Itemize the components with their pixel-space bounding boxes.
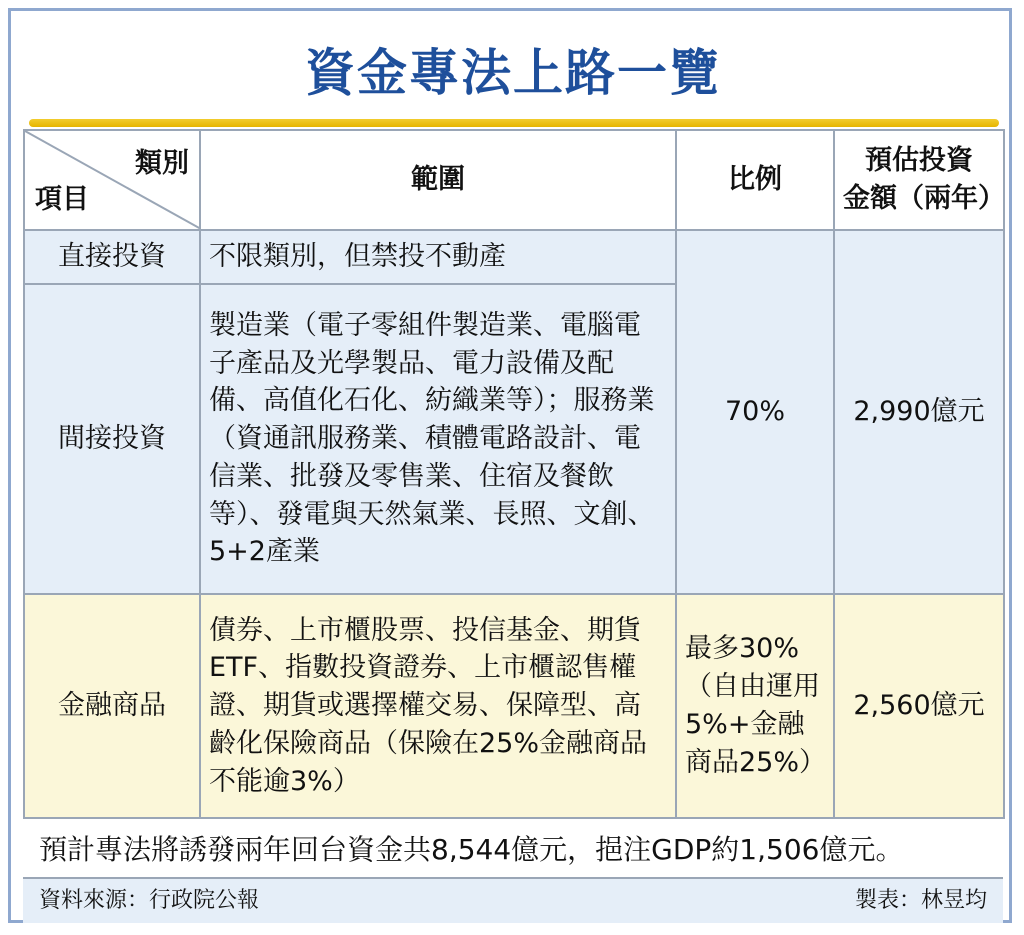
table-row <box>24 594 1004 818</box>
shared-amount-cell: 2,990億元 <box>834 230 1004 594</box>
shared-ratio-cell: 70% <box>676 230 834 594</box>
header-amount-line2: 金額（兩年） <box>843 183 1005 214</box>
page-title: 資金專法上路一覽 <box>305 44 721 102</box>
infographic-frame <box>8 8 1012 923</box>
header-amount-line1: 預估投資 <box>865 145 973 177</box>
row-scope-financial: 債券、上市櫃股票、投信基金、期貨ETF、指數投資證券、上市櫃認售權證、期貨或選擇權交易、保障型、高齡化保險商品（保險在25%金融商品不能逾3%） <box>200 594 676 818</box>
row-item-financial: 金融商品 <box>24 594 200 818</box>
header-ratio: 比例 <box>676 130 834 230</box>
corner-header-cell <box>24 130 200 230</box>
overview-table <box>23 129 1005 819</box>
row-scope-direct: 不限類別，但禁投不動產 <box>200 230 676 284</box>
table-row <box>24 230 1004 284</box>
source-text: 資料來源：行政院公報 <box>39 888 260 913</box>
table-header-row <box>24 130 1004 230</box>
footnote: 預計專法將誘發兩年回台資金共8,544億元，挹注GDP約1,506億元。 <box>23 821 1003 879</box>
header-item-label: 項目 <box>35 184 89 216</box>
row-item-direct: 直接投資 <box>24 230 200 284</box>
source-bar <box>23 879 1003 923</box>
row-amount-financial: 2,560億元 <box>834 594 1004 818</box>
credit-text: 製表：林昱均 <box>854 888 987 913</box>
header-amount <box>834 130 1004 230</box>
row-scope-indirect: 製造業（電子零組件製造業、電腦電子產品及光學製品、電力設備及配備、高值化石化、紡織業等）；服務業（資通訊服務業、積體電路設計、電信業、批發及零售業、住宿及餐飲等）、發電與天然氣業、長照、文創、5+2產業 <box>200 284 676 594</box>
row-ratio-financial: 最多30%（自由運用5%+金融商品25%） <box>676 594 834 818</box>
title-underline <box>29 119 999 127</box>
row-item-indirect: 間接投資 <box>24 284 200 594</box>
header-scope: 範圍 <box>200 130 676 230</box>
header-category-label: 類別 <box>135 148 189 179</box>
